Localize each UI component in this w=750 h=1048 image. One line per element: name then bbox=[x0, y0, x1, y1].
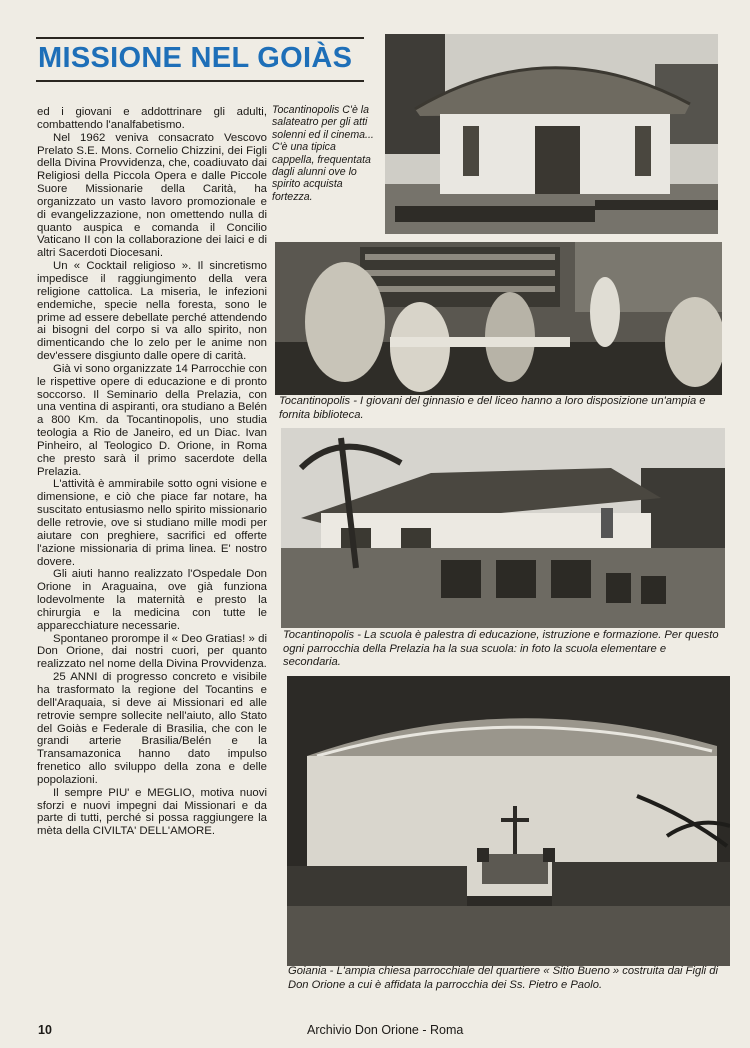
photo-library bbox=[275, 242, 722, 395]
article-paragraph: Un « Cocktail religioso ». Il sincretismo impedisce il raggiungimento della vera religione cattolica. La miseria, le infezioni endemiche, specie nella foresta, sono le prime ad essere debellate perché attendendo ai bisogni del corpo si va allo spirito, non dimenticando che lo zelo per le anime non dev'essere disgiunto dalle opere di carità. bbox=[37, 260, 267, 363]
article-paragraph: L'attività è ammirabile sotto ogni visione e dimensione, e ciò che piace far notare, ha suscitato entusiasmo nello spirito missionario delle retrovie, ove si studiano mille modi per aiutare con preghiere, sacrifici ed offerte l'azione missionaria di prima linea. E' nostro dovere. bbox=[37, 478, 267, 568]
archive-credit: Archivio Don Orione - Roma bbox=[307, 1023, 464, 1037]
article-paragraph: Spontaneo prorompe il « Deo Gratias! » di Don Orione, dai nostri cuori, per quanto realizzato nel nome della Divina Provvidenza. bbox=[37, 632, 267, 671]
article-paragraph: Già vi sono organizzate 14 Parrocchie con le rispettive opere di educazione e di pronto soccorso. Il Seminario della Prelazia, con una ventina di aspiranti, ora studiano a Belén a 800 Km. da Tocantinopolis, uno studia teologia a Rio de Janeiro, ed un Diac. Ivan Pinheiro, al Teologico D. Orione, in Roma che presto sarà il primo sacerdote della Prelazia. bbox=[37, 362, 268, 478]
photo-church bbox=[287, 676, 730, 966]
page-title: MISSIONE NEL GOIÀS bbox=[38, 42, 353, 74]
article-paragraph: 25 ANNI di progresso concreto e visibile ha trasformato la regione del Tocantins e dell'Araquaia, si deve ai Missionari ed alle retrovie sempre sollecite nell'aiuto, allo Stato del Goiàs e Federale di Brasilia, che con le grandi arterie Brasilia/Belén e la Transamazonica hanno dato impulso frenetico allo sviluppo della zona e delle popolazioni. bbox=[37, 671, 267, 786]
article-paragraph: ed i giovani e addottrinare gli adulti, combattendo l'analfabetismo. bbox=[37, 106, 267, 131]
article-paragraph: Gli aiuti hanno realizzato l'Ospedale Don Orione in Araguaina, ove già funziona lodevolmente la maternità e presto la chirurgia e la medicina con tutte le apparecchiature necessarie. bbox=[37, 568, 267, 632]
page-number: 10 bbox=[38, 1023, 52, 1037]
title-rule-top bbox=[36, 37, 364, 39]
photo-caption-library: Tocantinopolis - I giovani del ginnasio e del liceo hanno a loro disposizione un'ampia e fornita biblioteca. bbox=[279, 395, 706, 421]
article-paragraph: Nel 1962 veniva consacrato Vescovo Prelato S.E. Mons. Cornelio Chizzini, dei Figli della Divina Provvidenza, che, coadiuvato dai Religiosi della Piccola Opera e dalle Piccole Suore Missionarie della Carità, ha organizzato un vasto lavoro promozionale e di evangelizzazione, non omettendo nulla di quanto auspica e comanda il Concilio Vaticano II con la collaborazione dei laici e di altri Sacerdoti Diocesani. bbox=[37, 131, 267, 260]
title-rule-bottom bbox=[36, 80, 364, 82]
photo-chapel bbox=[385, 34, 718, 234]
photo-caption-chapel: Tocantinopolis C'è la salateatro per gli atti solenni ed il cinema... C'è una tipica cappella, frequentata dagli alunni ove lo spirito acquista fortezza. bbox=[272, 104, 374, 203]
photo-caption-church: Goiania - L'ampia chiesa parrocchiale del quartiere « Sitio Bueno » costruita dai Figli di Don Orione a cui è affidata la parrocchia dei Ss. Pietro e Paolo. bbox=[288, 965, 718, 991]
article-body bbox=[37, 106, 267, 838]
photo-school bbox=[281, 428, 725, 628]
article-paragraph: Il sempre PIU' e MEGLIO, motiva nuovi sforzi e nuovi impegni dai Missionari e da parte di tutti, perché si possa raggiungere la mèta della CIVILTA' DELL'AMORE. bbox=[37, 786, 267, 838]
photo-caption-school: Tocantinopolis - La scuola è palestra di educazione, istruzione e formazione. Per questo ogni parrocchia della Prelazia ha la sua scuola: in foto la scuola elementare e secondaria. bbox=[283, 629, 719, 668]
